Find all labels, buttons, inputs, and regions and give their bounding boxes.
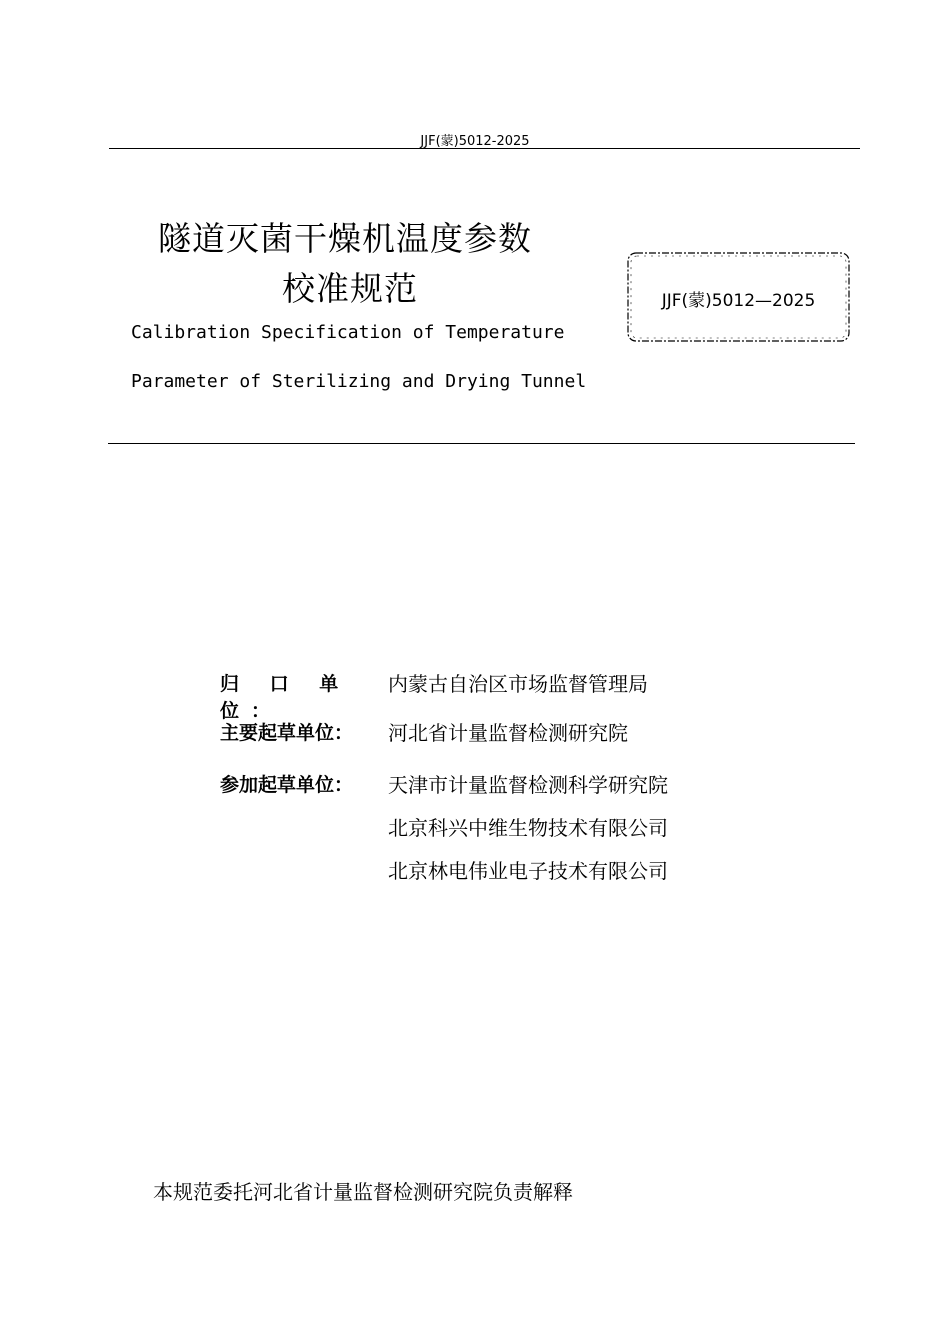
standard-code-text: JJF(蒙)5012—2025	[661, 291, 816, 311]
title-chinese-line1: 隧道灭菌干燥机温度参数	[158, 219, 532, 258]
responsible-unit-label: 归 口 单 位：	[220, 673, 351, 722]
title-english-line1: Calibration Specification of Temperature	[131, 322, 565, 343]
participating-drafter-label: 参加起草单位：	[220, 774, 354, 796]
interpretation-note: 本规范委托河北省计量监督检测研究院负责解释	[153, 1180, 573, 1204]
title-chinese-line2: 校准规范	[282, 269, 418, 308]
participating-drafter-2: 北京科兴中维生物技术有限公司	[388, 816, 668, 840]
header-standard-code: JJF(蒙)5012-2025	[420, 134, 530, 149]
main-drafter-value: 河北省计量监督检测研究院	[388, 721, 628, 745]
title-english-line2: Parameter of Sterilizing and Drying Tunnel	[131, 371, 587, 392]
title-rule	[108, 443, 855, 444]
participating-drafter-1: 天津市计量监督检测科学研究院	[388, 773, 668, 797]
participating-drafter-3: 北京林电伟业电子技术有限公司	[388, 859, 668, 883]
standard-code-box	[625, 250, 852, 344]
responsible-unit-value: 内蒙古自治区市场监督管理局	[388, 672, 648, 696]
main-drafter-label: 主要起草单位：	[220, 722, 354, 744]
header-rule	[109, 148, 860, 149]
